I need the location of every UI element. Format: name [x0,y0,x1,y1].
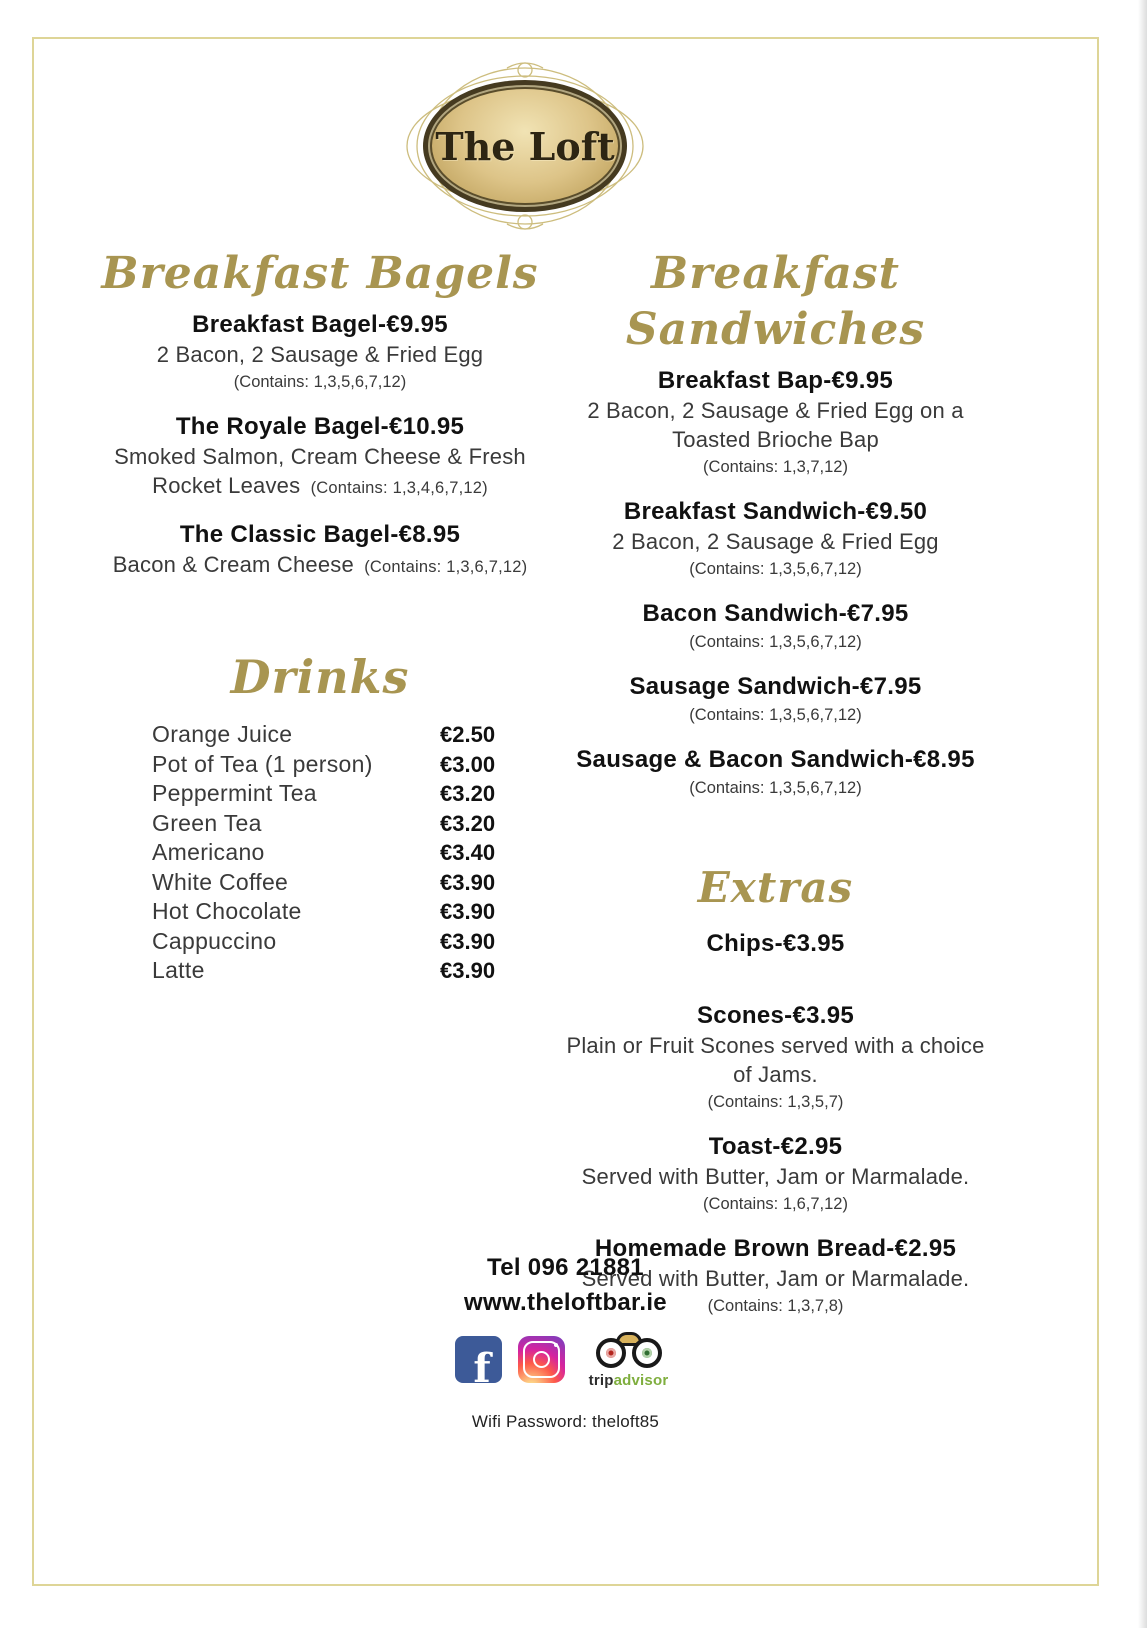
item-allergens: (Contains: 1,3,5,6,7,12) [689,779,862,797]
item-name: Bacon Sandwich-€7.95 [642,600,909,627]
scan-edge-shadow [1138,0,1147,1628]
menu-item-breakfast-bap [558,366,993,480]
item-name: The Classic Bagel-€8.95 [179,521,461,548]
item-desc-text: Smoked Salmon, Cream Cheese & Fresh Rocket Leaves [114,444,526,498]
item-name: Chips-€3.95 [706,930,845,957]
loft-logo [403,60,647,232]
drink-row [152,809,555,839]
tripadvisor-icon [581,1336,677,1389]
drink-row [152,750,555,780]
drinks-list [85,720,555,986]
drink-name: Hot Chocolate [152,898,302,924]
drink-name: Peppermint Tea [152,780,317,806]
drink-row [152,897,555,927]
drink-row [152,956,555,986]
drink-name: White Coffee [152,868,289,895]
drink-name: Pot of Tea (1 person) [152,750,373,777]
tripadvisor-wordmark [589,1373,669,1389]
item-name: Toast-€2.95 [708,1133,843,1160]
instagram-camera-lens [533,1351,550,1368]
left-column [85,246,555,986]
item-allergens: (Contains: 1,6,7,12) [703,1195,848,1213]
item-allergens: (Contains: 1,3,6,7,12) [364,558,528,576]
item-allergens: (Contains: 1,3,5,6,7,12) [689,560,862,578]
logo-text: The Loft [435,123,615,169]
section-title-breakfast-bagels: Breakfast Bagels [101,248,539,299]
drink-price: €3.00 [440,751,496,777]
drink-price: €3.90 [440,958,496,983]
item-name: Sausage & Bacon Sandwich-€8.95 [576,746,975,773]
drink-price: €3.20 [440,781,496,806]
drink-row [152,838,555,868]
item-name: Scones-€3.95 [696,1002,855,1029]
drink-name: Latte [152,957,205,983]
item-name: The Royale Bagel-€10.95 [175,413,465,440]
item-allergens: (Contains: 1,3,7,12) [703,458,848,476]
item-name: Homemade Brown Bread-€2.95 [594,1235,957,1262]
item-desc-text: Bacon & Cream Cheese [112,552,354,577]
menu-item-breakfast-sandwich [558,497,993,582]
item-desc: 2 Bacon, 2 Sausage & Fried Egg on a Toasted Brioche Bap [587,398,964,452]
drink-price: €3.90 [440,869,496,895]
drink-name: Americano [152,839,265,865]
drink-price: €2.50 [440,722,496,747]
tripadvisor-wordmark-trip: trip [588,1372,614,1389]
item-name: Breakfast Bap-€9.95 [657,367,894,394]
item-name: Breakfast Sandwich-€9.50 [623,498,928,525]
menu-item-chips [558,929,993,959]
footer [32,1250,1099,1432]
menu-item-sausage-sandwich [558,672,993,728]
item-allergens: (Contains: 1,3,5,6,7,12) [689,706,862,724]
item-allergens: (Contains: 1,3,5,6,7,12) [233,373,407,391]
tripadvisor-owl-right-pupil [642,1348,652,1358]
drink-price: €3.90 [440,928,496,954]
social-icons-row [32,1336,1099,1394]
drink-row [152,927,555,957]
section-title-extras: Extras [697,863,854,912]
item-allergens: (Contains: 1,3,5,7) [707,1093,844,1111]
section-title-breakfast-sandwiches: Breakfast Sandwiches [625,248,926,355]
item-desc: 2 Bacon, 2 Sausage & Fried Egg [612,529,939,554]
item-allergens: (Contains: 1,3,7,8) [707,1297,844,1315]
instagram-camera-flash [554,1343,558,1347]
item-desc: Served with Butter, Jam or Marmalade. [581,1266,970,1291]
phone-number: Tel 096 21881 [487,1254,644,1281]
drink-price: €3.90 [440,899,496,924]
item-allergens: (Contains: 1,3,5,6,7,12) [689,633,862,651]
menu-item-bacon-sandwich [558,599,993,655]
wifi-password: Wifi Password: theloft85 [471,1412,660,1431]
tripadvisor-owl-left-pupil [606,1348,616,1358]
menu-item-toast [558,1132,993,1217]
item-desc [85,550,555,582]
drink-row [152,868,555,898]
item-name: Breakfast Bagel-€9.95 [192,311,448,338]
item-allergens: (Contains: 1,3,4,6,7,12) [310,479,488,497]
facebook-icon [455,1336,502,1383]
tripadvisor-owl-right-eye [632,1338,662,1368]
item-name: Sausage Sandwich-€7.95 [629,673,922,700]
logo-oval [423,80,627,212]
menu-item-scones [558,1001,993,1115]
menu-item-sausage-bacon-sandwich [558,745,993,801]
item-desc: Plain or Fruit Scones served with a choice of Jams. [566,1033,985,1087]
section-title-drinks: Drinks [230,650,410,704]
drink-name: Orange Juice [152,721,293,747]
drink-name: Green Tea [152,809,262,836]
instagram-icon [518,1336,565,1383]
tripadvisor-wordmark-advisor: advisor [613,1372,669,1389]
drink-name: Cappuccino [152,927,277,954]
tripadvisor-owl-icon [590,1336,668,1370]
right-column [558,246,993,1336]
drink-row [152,720,555,750]
item-desc: Served with Butter, Jam or Marmalade. [581,1164,970,1189]
menu-item-breakfast-bagel [85,310,555,395]
drinks-section [85,648,555,986]
facebook-f-glyph: f [473,1345,491,1383]
website-url: www.theloftbar.ie [464,1289,667,1316]
item-desc [85,442,555,503]
drink-price: €3.20 [440,810,496,836]
menu-item-royale-bagel [85,412,555,503]
menu-item-classic-bagel [85,520,555,582]
tripadvisor-owl-left-eye [596,1338,626,1368]
item-desc: 2 Bacon, 2 Sausage & Fried Egg [156,342,484,367]
drink-price: €3.40 [440,840,496,865]
drink-row [152,779,555,809]
